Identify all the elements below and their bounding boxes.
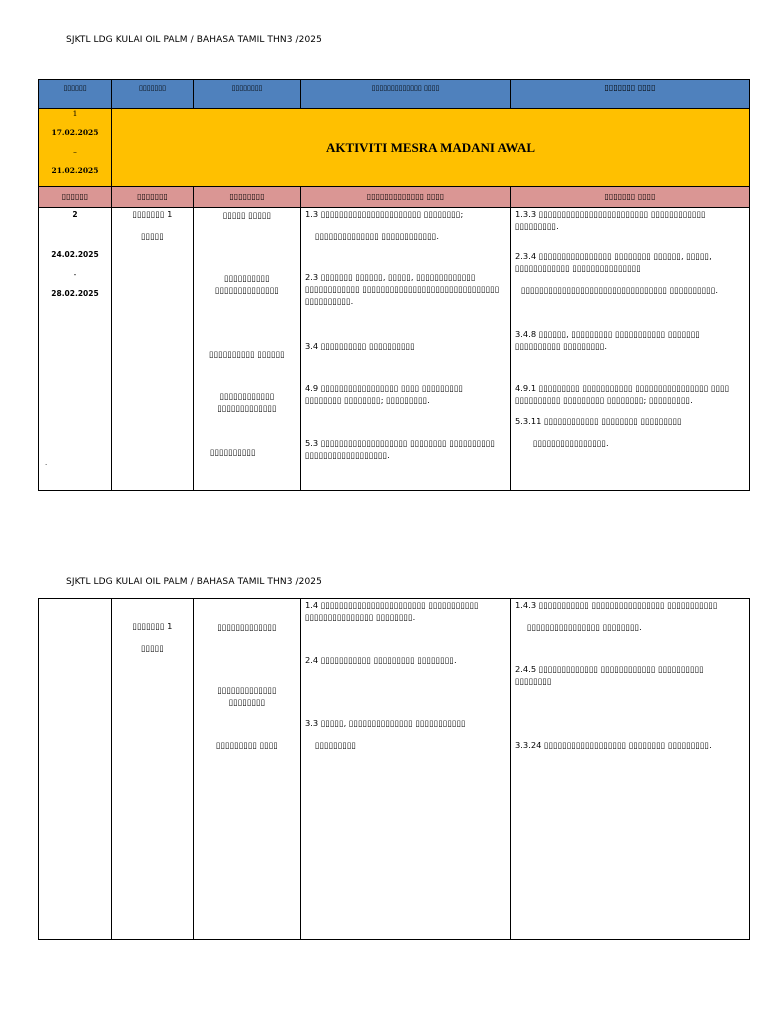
- sub-header-content-standard: ▯▯▯▯▯▯▯▯▯▯▯▯▯ ▯▯▯▯: [301, 187, 511, 208]
- week-number: 1: [72, 109, 78, 118]
- col-header-skill: ▯▯▯▯▯▯▯▯: [194, 80, 301, 109]
- content-standard-cell: [301, 208, 511, 491]
- skill-item: ▯▯▯▯▯▯▯▯▯▯ ▯▯▯▯▯▯▯▯▯▯▯▯▯▯: [215, 273, 279, 295]
- skill-item: ▯▯▯▯▯▯▯▯▯▯▯▯▯: [217, 622, 277, 632]
- table-header-row: [39, 80, 750, 109]
- week-start-date: 17.02.2025: [51, 128, 99, 137]
- week1-row: [39, 109, 750, 187]
- col-header-unit: ▯▯▯▯▯▯▯: [112, 80, 194, 109]
- learning-standard-cont: ▯▯▯▯▯▯▯▯▯▯ ▯▯▯▯▯▯▯▯▯ ▯▯▯▯▯▯▯▯; ▯▯▯▯▯▯▯▯▯.: [515, 395, 693, 405]
- week1-cell: [39, 109, 112, 187]
- week2-cell: [39, 208, 112, 491]
- lesson-plan-table: [38, 79, 750, 491]
- unit-cell: [112, 208, 194, 491]
- learning-standard-cont: ▯▯▯▯▯▯▯▯▯▯▯▯▯▯▯▯.: [533, 438, 609, 448]
- content-standard-cell: [301, 599, 511, 940]
- content-standard-cont: ▯▯▯▯▯▯▯▯▯: [315, 740, 357, 750]
- sub-header-week: ▯▯▯▯▯▯: [39, 187, 112, 208]
- skill-cell: [194, 599, 301, 940]
- lesson-plan-table-continued: [38, 598, 750, 940]
- skill-item: ▯▯▯▯▯▯▯▯▯ ▯▯▯▯: [216, 740, 278, 750]
- week-start-date: 24.02.2025: [51, 250, 99, 259]
- week-number: 2: [72, 210, 78, 219]
- week-end-date: 28.02.2025: [51, 289, 99, 298]
- unit-title: ▯▯▯▯▯▯▯ 1: [132, 621, 173, 631]
- skill-item: ▯▯▯▯▯▯▯▯▯▯ ▯▯▯▯▯▯: [209, 349, 285, 359]
- content-standard: 4.9 ▯▯▯▯▯▯▯▯▯▯▯▯▯▯▯▯▯ ▯▯▯▯ ▯▯▯▯▯▯▯▯▯: [305, 383, 464, 393]
- learning-standard-cell: [511, 208, 750, 491]
- sub-header-learning-standard: ▯▯▯▯▯▯▯ ▯▯▯▯: [511, 187, 750, 208]
- unit-cell: [112, 599, 194, 940]
- learning-standard-cont: ▯▯▯▯▯▯▯▯: [515, 676, 552, 686]
- learning-standard: 2.3.4 ▯▯▯▯▯▯▯▯▯▯▯▯▯▯▯▯ ▯▯▯▯▯▯▯▯ ▯▯▯▯▯▯, ▯▯▯▯▯,: [515, 251, 712, 261]
- sub-header-unit: ▯▯▯▯▯▯▯: [112, 187, 194, 208]
- skill-item: ▯▯▯▯▯▯▯▯▯▯: [210, 447, 256, 457]
- date-dash: -: [73, 270, 77, 279]
- unit-title: ▯▯▯▯▯▯▯ 1: [132, 209, 173, 219]
- content-standard: 1.3 ▯▯▯▯▯▯▯▯▯▯▯▯▯▯▯▯▯▯▯▯▯▯ ▯▯▯▯▯▯▯▯;: [305, 209, 464, 219]
- learning-standard: 2.4.5 ▯▯▯▯▯▯▯▯▯▯▯▯▯ ▯▯▯▯▯▯▯▯▯▯▯▯ ▯▯▯▯▯▯▯▯▯▯: [515, 664, 704, 674]
- learning-standard-cont: ▯▯▯▯▯▯▯▯▯▯▯▯▯▯▯▯▯▯▯▯▯▯▯▯▯▯▯▯▯▯▯▯ ▯▯▯▯▯▯▯▯▯▯.: [521, 285, 719, 295]
- content-standard-cont: ▯▯▯▯▯▯▯▯▯▯▯▯▯▯▯▯▯▯.: [305, 450, 390, 460]
- content-standard: 1.4 ▯▯▯▯▯▯▯▯▯▯▯▯▯▯▯▯▯▯▯▯▯▯▯ ▯▯▯▯▯▯▯▯▯▯▯: [305, 600, 479, 610]
- learning-standard: 1.3.3 ▯▯▯▯▯▯▯▯▯▯▯▯▯▯▯▯▯▯▯▯▯▯▯▯ ▯▯▯▯▯▯▯▯▯▯▯▯ ▯▯▯▯▯▯▯▯▯.: [515, 209, 706, 231]
- content-standard-cont: ▯▯▯▯▯▯▯▯▯▯▯▯▯▯▯ ▯▯▯▯▯▯▯▯.: [305, 612, 416, 622]
- learning-standard: 4.9.1 ▯▯▯▯▯▯▯▯▯ ▯▯▯▯▯▯▯▯▯▯▯ ▯▯▯▯▯▯▯▯▯▯▯▯▯▯▯▯ ▯▯▯▯: [515, 383, 730, 393]
- skill-cell: [194, 208, 301, 491]
- skill-item: ▯▯▯▯▯▯▯▯▯▯▯▯ ▯▯▯▯▯▯▯▯▯▯▯▯▯: [217, 391, 277, 413]
- skill-item: ▯▯▯▯▯ ▯▯▯▯▯: [222, 210, 272, 220]
- content-standard: 2.4 ▯▯▯▯▯▯▯▯▯▯▯ ▯▯▯▯▯▯▯▯▯ ▯▯▯▯▯▯▯▯.: [305, 655, 457, 665]
- learning-standard-cont: ▯▯▯▯▯▯▯▯▯▯▯▯▯▯▯▯ ▯▯▯▯▯▯▯▯.: [527, 622, 642, 632]
- learning-standard: 3.3.24 ▯▯▯▯▯▯▯▯▯▯▯▯▯▯▯▯▯▯ ▯▯▯▯▯▯▯▯ ▯▯▯▯▯▯▯▯▯.: [515, 740, 712, 750]
- learning-standard-cell: [511, 599, 750, 940]
- col-header-learning-standard: ▯▯▯▯▯▯▯ ▯▯▯▯: [511, 80, 750, 109]
- activity-banner: AKTIVITI MESRA MADANI AWAL: [112, 109, 750, 187]
- col-header-week: ▯▯▯▯▯▯: [39, 80, 112, 109]
- learning-standard: 5.3.11 ▯▯▯▯▯▯▯▯▯▯▯▯ ▯▯▯▯▯▯▯▯ ▯▯▯▯▯▯▯▯▯: [515, 416, 682, 426]
- unit-subtitle: ▯▯▯▯▯: [141, 643, 164, 653]
- learning-standard-cont: ▯▯▯▯▯▯▯▯▯▯▯▯ ▯▯▯▯▯▯▯▯▯▯▯▯▯▯▯: [515, 263, 641, 273]
- content-standard: 2.3 ▯▯▯▯▯▯▯ ▯▯▯▯▯▯, ▯▯▯▯▯, ▯▯▯▯▯▯▯▯▯▯▯▯▯: [305, 272, 476, 282]
- week-end-date: 21.02.2025: [51, 166, 99, 175]
- sub-header-skill: ▯▯▯▯▯▯▯▯: [194, 187, 301, 208]
- content-standard-cont: ▯▯▯▯▯▯▯▯ ▯▯▯▯▯▯▯▯; ▯▯▯▯▯▯▯▯▯.: [305, 395, 430, 405]
- date-dash: –: [73, 147, 77, 156]
- content-standard: 5.3 ▯▯▯▯▯▯▯▯▯▯▯▯▯▯▯▯▯▯▯ ▯▯▯▯▯▯▯▯ ▯▯▯▯▯▯▯▯▯▯: [305, 438, 496, 448]
- unit-subtitle: ▯▯▯▯▯: [141, 231, 164, 241]
- learning-standard: 3.4.8 ▯▯▯▯▯▯, ▯▯▯▯▯▯▯▯▯ ▯▯▯▯▯▯▯▯▯▯▯ ▯▯▯▯▯▯▯: [515, 329, 700, 339]
- content-standard-cont: ▯▯▯▯▯▯▯▯▯▯▯▯ ▯▯▯▯▯▯▯▯▯▯▯▯▯▯▯▯▯▯▯▯▯▯▯▯▯▯▯▯▯▯ ▯▯▯▯▯▯▯▯▯▯.: [305, 284, 500, 306]
- learning-standard: 1.4.3 ▯▯▯▯▯▯▯▯▯▯▯ ▯▯▯▯▯▯▯▯▯▯▯▯▯▯▯▯ ▯▯▯▯▯▯▯▯▯▯▯: [515, 600, 718, 610]
- content-standard: 3.3 ▯▯▯▯▯, ▯▯▯▯▯▯▯▯▯▯▯▯▯▯ ▯▯▯▯▯▯▯▯▯▯▯: [305, 718, 466, 728]
- table-subheader-row: [39, 187, 750, 208]
- col-header-content-standard: ▯▯▯▯▯▯▯▯▯▯▯▯▯ ▯▯▯▯: [301, 80, 511, 109]
- skill-item: ▯▯▯▯▯▯▯▯▯▯▯▯▯ ▯▯▯▯▯▯▯▯: [217, 685, 277, 707]
- document-header: SJKTL LDG KULAI OIL PALM / BAHASA TAMIL THN3 /2025: [66, 35, 322, 45]
- week-cell-empty: [39, 599, 112, 940]
- content-standard-cont: ▯▯▯▯▯▯▯▯▯▯▯▯▯▯ ▯▯▯▯▯▯▯▯▯▯▯▯.: [315, 231, 439, 241]
- continued-row: [39, 599, 750, 940]
- stray-dot: .: [45, 459, 48, 467]
- learning-standard-cont: ▯▯▯▯▯▯▯▯▯▯ ▯▯▯▯▯▯▯▯▯.: [515, 341, 608, 351]
- content-standard: 3.4 ▯▯▯▯▯▯▯▯▯▯ ▯▯▯▯▯▯▯▯▯▯: [305, 341, 415, 351]
- week2-row: [39, 208, 750, 491]
- document-header: SJKTL LDG KULAI OIL PALM / BAHASA TAMIL THN3 /2025: [66, 577, 322, 587]
